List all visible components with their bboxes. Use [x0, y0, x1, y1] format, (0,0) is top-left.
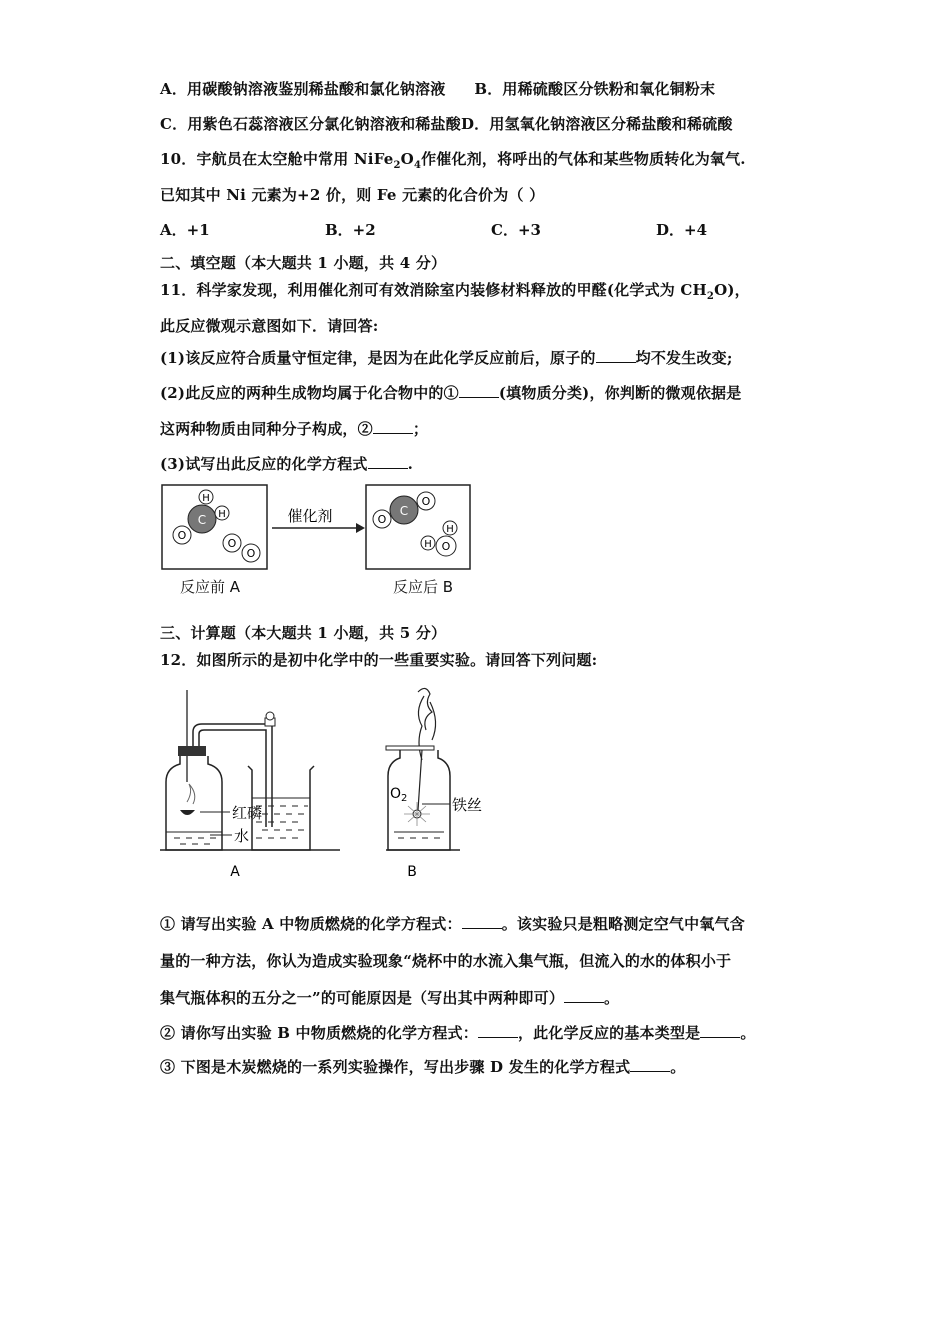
answer-blank[interactable] — [700, 1037, 740, 1038]
atom-label: H — [446, 524, 454, 535]
q12-sub1c — [160, 987, 619, 1008]
q12-text: ，此化学反应的基本类型是 — [517, 1024, 701, 1042]
atom-label: O — [441, 540, 451, 553]
q9-option-d: D．用氢氧化钠溶液区分稀盐酸和稀硫酸 — [460, 115, 733, 133]
q12-sub1b: 量的一种方法，你认为造成实验现象“烧杯中的水流入集气瓶，但流入的水的体积小于 — [160, 952, 732, 970]
atom-label: C — [197, 513, 207, 527]
caption-a: A — [230, 864, 240, 880]
q10-stem-text: O — [400, 150, 414, 168]
answer-blank[interactable] — [368, 468, 408, 469]
q11-part1-text: (1)该反应符合质量守恒定律，是因为在此化学反应前后，原子的 — [160, 349, 596, 367]
q12-text: ① 请写出实验 A 中物质燃烧的化学方程式： — [160, 915, 462, 933]
q12-text: ③ 下图是木炭燃烧的一系列实验操作，写出步骤 D 发生的化学方程式 — [160, 1058, 631, 1076]
answer-blank[interactable] — [459, 397, 499, 398]
q11-part2-text: (2)此反应的两种生成物均属于化合物中的① — [160, 384, 459, 402]
q12-text: 。 — [604, 989, 620, 1007]
caption-before: 反应前 A — [180, 578, 241, 596]
q12-text: ② 请你写出实验 B 中物质燃烧的化学方程式： — [160, 1024, 478, 1042]
q11-part2 — [160, 382, 741, 403]
q11-part2b-text: 这两种物质由同种分子构成，② — [160, 420, 373, 438]
label-o2-sub: 2 — [401, 793, 408, 804]
answer-blank[interactable] — [478, 1037, 518, 1038]
q10-stem2: 已知其中 Ni 元素为+2 价，则 Fe 元素的化合价为（ ） — [160, 186, 545, 204]
flame-icon — [187, 784, 195, 804]
q11-stem — [160, 279, 750, 302]
atom-label: C — [399, 504, 409, 518]
answer-blank[interactable] — [630, 1071, 670, 1072]
section3-title: 三、计算题（本大题共 1 小题，共 5 分） — [160, 624, 447, 642]
q11-part3-text: . — [407, 455, 414, 473]
q10-option-c: C．+3 — [491, 221, 541, 239]
apparatus-b — [386, 688, 482, 880]
atom-label: H — [218, 509, 226, 520]
q10-option-b: B．+2 — [325, 221, 376, 239]
q10-stem-text: 10．宇航员在太空舱中常用 NiFe — [160, 150, 394, 168]
label-o2 — [390, 786, 407, 804]
q9-option-a: A．用碳酸钠溶液鉴别稀盐酸和氯化钠溶液 — [160, 80, 446, 98]
section2-title: 二、填空题（本大题共 1 小题，共 4 分） — [160, 254, 447, 272]
q10-stem-text: 作催化剂，将呼出的气体和某些物质转化为氧气. — [421, 150, 746, 168]
experiment-diagram — [160, 682, 500, 882]
q10-option-a: A．+1 — [160, 221, 210, 239]
q12-text: 。 — [740, 1024, 756, 1042]
atom-label: H — [202, 493, 210, 504]
atom-label: H — [424, 539, 432, 550]
label-iron-wire: 铁丝 — [452, 796, 483, 814]
atom-label: O — [377, 513, 387, 526]
arrow-head-icon — [356, 523, 365, 533]
apparatus-a — [160, 690, 340, 880]
q9-options-row1 — [160, 78, 715, 99]
q11-part3-text: (3)试写出此反应的化学方程式 — [160, 455, 368, 473]
stopper — [178, 746, 206, 756]
glass-plate — [386, 746, 434, 750]
q12-sub1a — [160, 913, 745, 934]
q11-part3 — [160, 453, 413, 474]
label-water: 水 — [234, 827, 250, 845]
sparks-icon — [404, 802, 430, 826]
q11-part1-text: 均不发生改变; — [635, 349, 733, 367]
clamp-knob-icon — [266, 712, 274, 720]
atom-label: O — [177, 529, 187, 542]
beaker-water-dashes — [256, 806, 308, 838]
caption-b: B — [407, 864, 417, 880]
q11-part1 — [160, 347, 733, 368]
q11-stem-text: 11．科学家发现，利用催化剂可有效消除室内装修材料释放的甲醛(化学式为 CH — [160, 281, 707, 299]
q11-stem2: 此反应微观示意图如下．请回答: — [160, 317, 379, 335]
q11-stem-text: O)， — [714, 281, 750, 299]
q10-sub: 2 — [393, 160, 401, 171]
arrow-label: 催化剂 — [287, 507, 333, 525]
answer-blank[interactable] — [564, 1002, 604, 1003]
label-o2-text: O — [390, 786, 402, 802]
q10-sub: 4 — [413, 160, 422, 171]
q10-option-d: D．+4 — [656, 221, 708, 239]
q9-option-c: C．用紫色石蕊溶液区分氯化钠溶液和稀盐酸 — [160, 115, 461, 133]
tongs-icon — [418, 688, 432, 730]
q9-option-b: B．用稀硫酸区分铁粉和氧化铜粉末 — [474, 80, 716, 98]
answer-blank[interactable] — [462, 928, 502, 929]
caption-after: 反应后 B — [393, 578, 454, 596]
q12-sub3 — [160, 1056, 685, 1077]
q10-stem — [160, 148, 746, 171]
q12-sub2 — [160, 1022, 756, 1043]
q12-text: 。该实验只是粗略测定空气中氧气含 — [501, 915, 745, 933]
water-dashes — [174, 838, 216, 844]
combustion-spoon — [180, 810, 195, 815]
label-phosphorus: 红磷 — [232, 804, 263, 822]
answer-blank[interactable] — [596, 362, 636, 363]
q11-sub: 2 — [706, 291, 715, 302]
q12-text: 。 — [670, 1058, 686, 1076]
atom-label: O — [246, 547, 256, 560]
atom-label: O — [421, 495, 431, 508]
q12-stem: 12．如图所示的是初中化学中的一些重要实验。请回答下列问题: — [160, 651, 598, 669]
iron-wire — [418, 750, 422, 810]
q11-part2b — [160, 418, 428, 439]
answer-blank[interactable] — [373, 433, 413, 434]
q11-part2b-text: ； — [412, 420, 429, 438]
tongs-arm-2 — [430, 702, 436, 740]
q11-part2-text: (填物质分类)，你判断的微观依据是 — [498, 384, 742, 402]
q12-text: 集气瓶体积的五分之一”的可能原因是（写出其中两种即可） — [160, 989, 565, 1007]
reaction-diagram — [160, 483, 480, 573]
q9-options-row2 — [160, 113, 733, 134]
atom-label: O — [227, 537, 237, 550]
